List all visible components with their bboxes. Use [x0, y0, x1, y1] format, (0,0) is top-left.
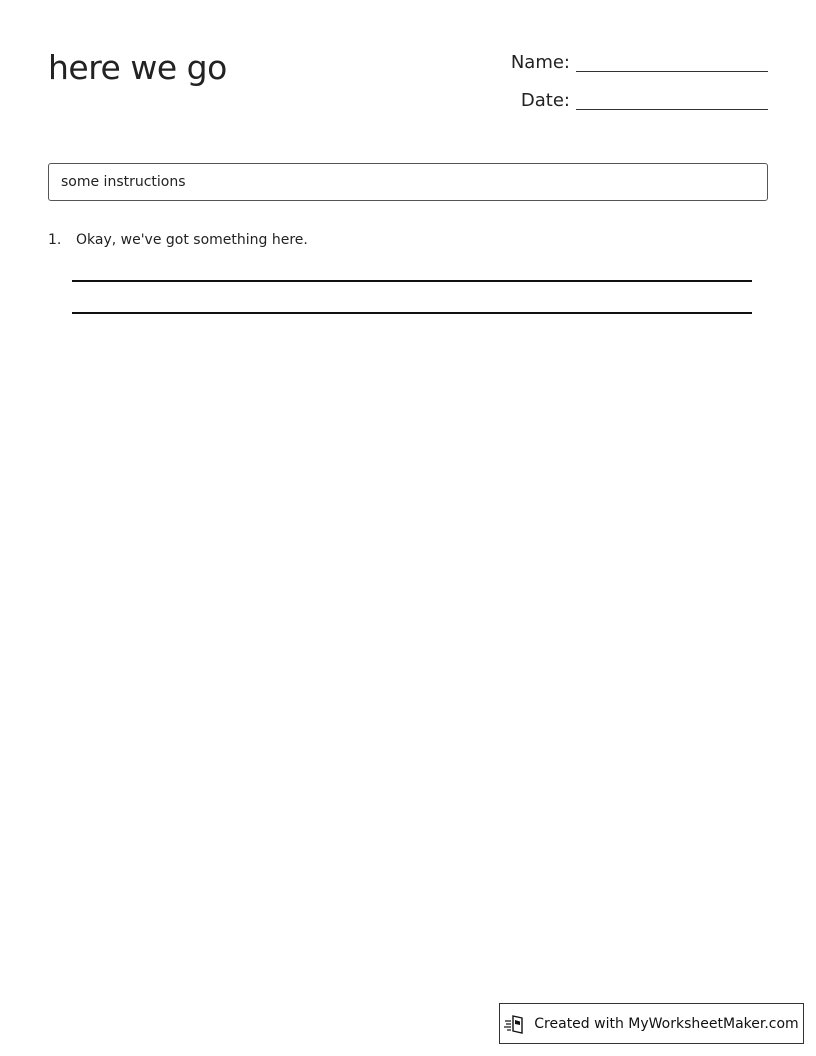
footer-badge — [499, 1003, 804, 1044]
instructions-text: some instructions — [61, 174, 186, 190]
date-blank-line — [576, 109, 768, 110]
instructions-box — [48, 163, 768, 201]
question-item — [48, 230, 308, 250]
worksheet-title: here we go — [48, 48, 227, 87]
name-field — [460, 52, 768, 74]
question-text: Okay, we've got something here. — [76, 232, 308, 248]
worksheet-maker-logo-icon — [504, 1013, 526, 1035]
answer-line — [72, 312, 752, 314]
date-field — [460, 90, 768, 112]
footer-text: Created with MyWorksheetMaker.com — [534, 1015, 799, 1032]
answer-line — [72, 280, 752, 282]
date-label: Date: — [520, 90, 570, 111]
question-number: 1. — [48, 232, 62, 248]
name-blank-line — [576, 71, 768, 72]
name-label: Name: — [510, 52, 570, 73]
